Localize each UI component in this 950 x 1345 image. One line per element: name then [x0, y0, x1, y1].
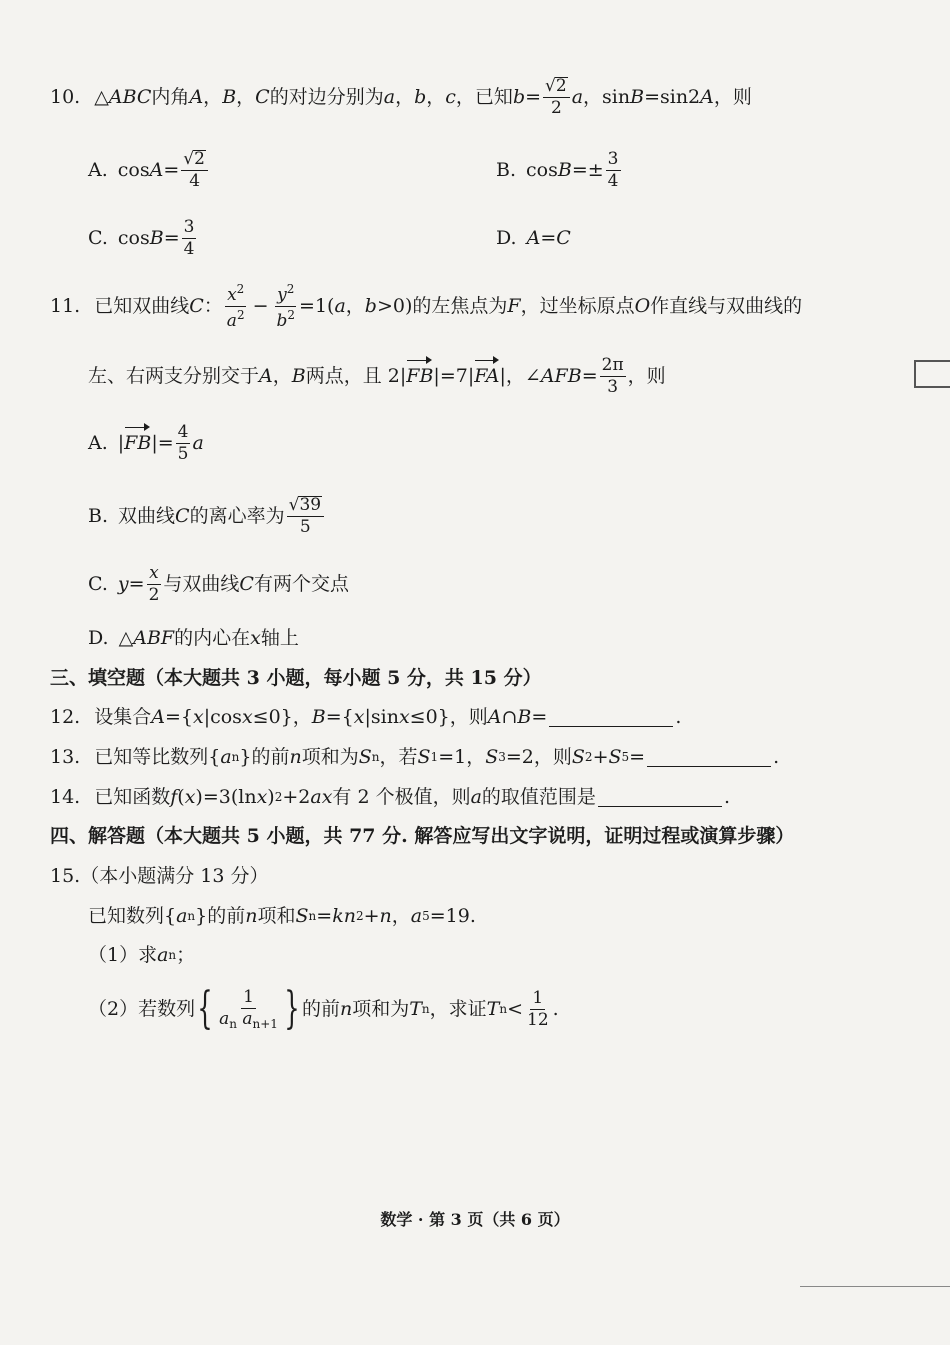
section-4-heading: 四、解答题（本大题共 5 小题，共 77 分. 解答应写出文字说明，证明过程或演算步骤）: [50, 825, 795, 847]
q15-heading: 15.（本小题满分 13 分）: [50, 865, 269, 887]
q15-part-1: （1）求 a n ；: [88, 944, 196, 966]
section-3-heading: 三、填空题（本大题共 3 小题，每小题 5 分，共 15 分）: [50, 667, 542, 689]
q10-stem: 10. △ ABC 内角 A ， B ， C 的对边分别为 a ， b ， c ，已知 b = √ 2 2 a ，sin B =sin2 A ，则: [50, 76, 752, 118]
fraction: √ 2 4: [181, 150, 208, 190]
q10-option-d: D. A = C: [496, 227, 571, 249]
q11-stem-line1: 11. 已知双曲线 C ： $\frac{x^2}{a^2}$ − $\frac{y^2}{b^2}$ =1( a ， b >0)的左焦点为 F ，过坐标原点 O 作直线与双曲线的: [50, 281, 803, 331]
fraction: √ 2 2: [543, 77, 570, 117]
fraction: $\frac{2\pi}{3}$: [601, 354, 624, 397]
q13: 13. 已知等比数列{ a n }的前 n 项和为 S n ，若 S 1 =1， S 3 =2，则 S 2 + S 5 = .: [50, 746, 780, 768]
fraction: $\frac{3}{4}$: [607, 148, 619, 191]
answer-blank-q14[interactable]: [598, 788, 722, 807]
q11-option-b: B. 双曲线 C 的离心率为 √ 39 5: [88, 504, 326, 528]
fraction: √ 39 5: [287, 496, 324, 536]
fraction: $\frac{y^2}{b^2}$: [276, 281, 296, 331]
q10-option-b: B. cos B =± $\frac{3}{4}$: [496, 148, 619, 191]
answer-blank-q13[interactable]: [647, 748, 771, 767]
q14: 14. 已知函数 f ( x )=3(ln x ) 2 +2 ax 有 2 个极值，则 a 的取值范围是 .: [50, 786, 730, 808]
fraction: $\frac{1}{a_n a_{n+1}}$: [219, 986, 278, 1031]
fraction: $\frac{4}{5}$: [177, 421, 189, 464]
answer-blank-q12[interactable]: [549, 708, 673, 727]
fraction: $\frac{1}{12}$: [527, 987, 549, 1030]
fraction: $\frac{x}{2}$: [148, 562, 160, 605]
q10-option-c: C. cos B = $\frac{3}{4}$: [88, 216, 195, 259]
divider: [800, 1286, 950, 1287]
q15-part-2: （2）若数列 { $\frac{1}{a_n a_{n+1}}$ } 的前 n 项和为 T n ，求证 T n < $\frac{1}{12}$ .: [88, 983, 559, 1034]
q15-stem: 已知数列{ a n }的前 n 项和 S n = kn 2 + n ， a 5 =19.: [88, 905, 476, 927]
q11-option-a: A. | FB |= $\frac{4}{5}$ a: [88, 421, 204, 464]
q10-option-a: A. cos A = √ 2 4: [88, 158, 210, 182]
q11-option-d: D. △ ABF 的内心在 x 轴上: [88, 627, 299, 649]
binding-edge-mark: [914, 360, 950, 388]
q12: 12. 设集合 A ={ x |cos x ≤0}， B ={ x |sin x ≤0}，则 A ∩ B = .: [50, 706, 682, 728]
fraction: $\frac{x^2}{a^2}$: [226, 281, 245, 331]
q11-stem-line2: 左、右两支分别交于 A ， B 两点，且 2| FB |=7| FA |，∠ AFB = $\frac{2\pi}{3}$ ，则: [88, 354, 666, 397]
page-footer: 数学 · 第 3 页（共 6 页）: [380, 1210, 570, 1229]
fraction: $\frac{3}{4}$: [183, 216, 195, 259]
q11-option-c: C. y = $\frac{x}{2}$ 与双曲线 C 有两个交点: [88, 562, 349, 605]
